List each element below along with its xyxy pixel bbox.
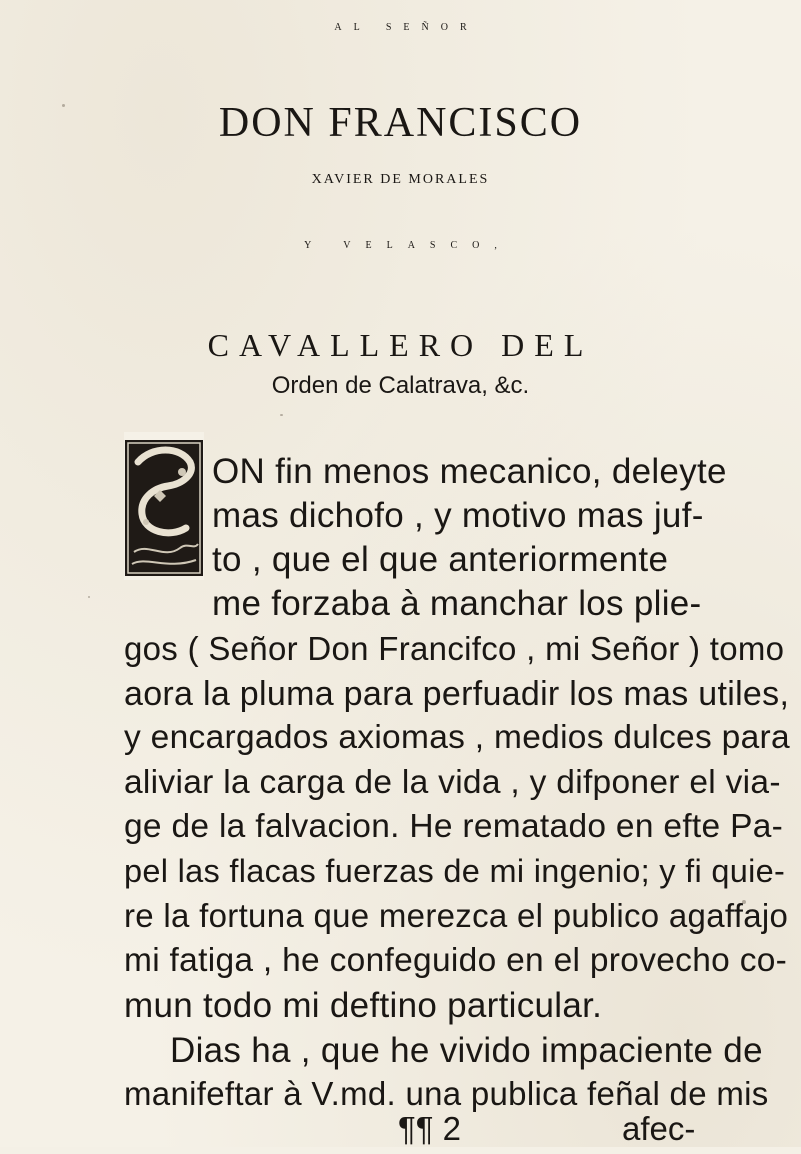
dedicatee-order: Orden de Calatrava, &c. bbox=[271, 372, 530, 399]
dedicatee-rank: CAVALLERO DEL bbox=[207, 327, 594, 363]
catchword: afec- bbox=[622, 1110, 696, 1147]
text-line: mun todo mi deftino particular. bbox=[124, 986, 603, 1025]
dedicatee-name: DON FRANCISCO bbox=[218, 100, 583, 146]
ornamental-dropcap-icon bbox=[124, 432, 204, 580]
text-line: ON fin menos mecanico, deleyte bbox=[212, 452, 727, 491]
text-line: mas dichofo , y motivo mas juf- bbox=[212, 496, 704, 535]
text-line: pel las flacas fuerzas de mi ingenio; y fi quie- bbox=[124, 853, 786, 889]
text-line: to , que el que anteriormente bbox=[212, 540, 669, 579]
page-footer bbox=[0, 1110, 801, 1154]
text-line: aliviar la carga de la vida , y difponer el via- bbox=[124, 764, 781, 801]
text-line: mi fatiga , he confeguido en el provecho co- bbox=[124, 942, 788, 979]
paper-speck bbox=[742, 900, 746, 904]
text-line: manifeftar à V.md. una publica feñal de mis bbox=[124, 1075, 769, 1112]
text-line: aora la pluma para perfuadir los mas utiles, bbox=[124, 675, 790, 713]
paper-speck bbox=[280, 414, 283, 416]
dedication-heading: AL SEÑOR bbox=[334, 22, 479, 33]
text-line: Dias ha , que he vivido impaciente de bbox=[170, 1031, 763, 1070]
text-line: gos ( Señor Don Francifco , mi Señor ) tomo bbox=[124, 630, 785, 667]
dedicatee-surname-2: Y VELASCO, bbox=[304, 240, 512, 251]
paper-speck bbox=[62, 104, 65, 107]
dedicatee-surname: XAVIER DE MORALES bbox=[311, 172, 490, 187]
text-line: me forzaba à manchar los plie- bbox=[212, 584, 702, 623]
signature-mark: ¶¶ 2 bbox=[398, 1110, 461, 1147]
text-line: re la fortuna que merezca el publico agaffajo bbox=[124, 897, 789, 934]
text-line: ge de la falvacion. He rematado en efte Pa- bbox=[124, 808, 784, 845]
text-line: y encargados axiomas , medios dulces para bbox=[124, 719, 790, 756]
paper-speck bbox=[88, 596, 90, 598]
